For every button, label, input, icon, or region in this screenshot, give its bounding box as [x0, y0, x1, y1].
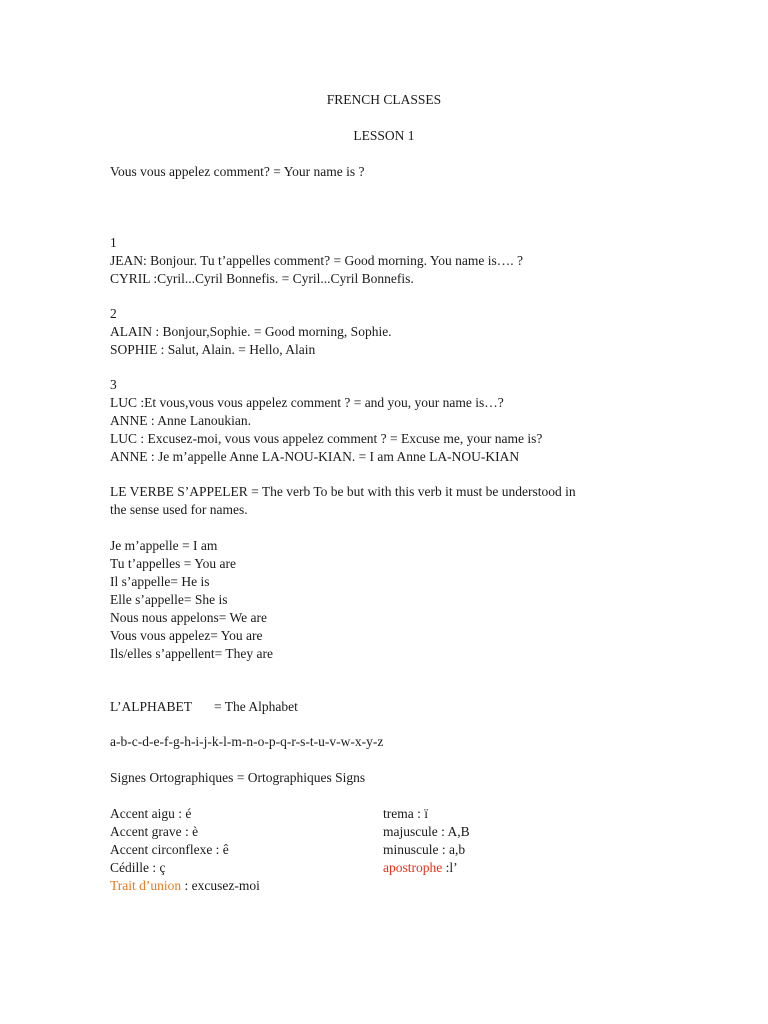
dialogue-line: CYRIL :Cyril...Cyril Bonnefis. = Cyril...Cyril Bonnefis.	[110, 271, 414, 286]
alphabet-heading-en: = The Alphabet	[214, 699, 298, 714]
conjugation-line: Tu t’appelles = You are	[110, 556, 236, 571]
dialogue-number: 3	[110, 377, 117, 392]
signs-heading: Signes Ortographiques = Ortographiques Signs	[110, 770, 366, 785]
sign-item-trait	[110, 878, 260, 894]
sign-item: Accent aigu : é	[110, 806, 192, 821]
verb-heading: LE VERBE S’APPELER = The verb To be but with this verb it must be understood in	[110, 484, 576, 499]
alphabet-heading-fr: L’ALPHABET	[110, 699, 193, 714]
dialogue-line: LUC :Et vous,vous vous appelez comment ? = and you, your name is…?	[110, 395, 504, 410]
sign-item: Accent circonflexe : ê	[110, 842, 229, 857]
intro-line: Vous vous appelez comment? = Your name is ?	[110, 164, 365, 179]
verb-heading-continued: the sense used for names.	[110, 502, 248, 517]
dialogue-number: 2	[110, 306, 117, 321]
dialogue-line: LUC : Excusez-moi, vous vous appelez comment ? = Excuse me, your name is?	[110, 431, 543, 446]
conjugation-line: Ils/elles s’appellent= They are	[110, 646, 273, 661]
trait-value: : excusez-moi	[181, 878, 260, 893]
document-title: FRENCH CLASSES	[326, 92, 442, 107]
sign-item-apostrophe	[383, 860, 458, 876]
dialogue-line: ANNE : Je m’appelle Anne LA-NOU-KIAN. = I am Anne LA-NOU-KIAN	[110, 449, 520, 464]
sign-item: Accent grave : è	[110, 824, 199, 839]
apostrophe-value: :l’	[442, 860, 458, 875]
lesson-heading: LESSON 1	[353, 128, 415, 143]
sign-item: trema : ï	[383, 806, 428, 821]
dialogue-line: ANNE : Anne Lanoukian.	[110, 413, 251, 428]
sign-item: majuscule : A,B	[383, 824, 470, 839]
conjugation-line: Il s’appelle= He is	[110, 574, 210, 589]
dialogue-line: SOPHIE : Salut, Alain. = Hello, Alain	[110, 342, 316, 357]
dialogue-line: ALAIN : Bonjour,Sophie. = Good morning, Sophie.	[110, 324, 392, 339]
sign-item: minuscule : a,b	[383, 842, 466, 857]
trait-label: Trait d’union	[110, 878, 182, 893]
conjugation-line: Nous nous appelons= We are	[110, 610, 267, 625]
apostrophe-label: apostrophe	[383, 860, 443, 875]
conjugation-line: Je m’appelle = I am	[110, 538, 218, 553]
conjugation-line: Vous vous appelez= You are	[110, 628, 263, 643]
dialogue-number: 1	[110, 235, 117, 250]
conjugation-line: Elle s’appelle= She is	[110, 592, 228, 607]
alphabet-letters: a-b-c-d-e-f-g-h-i-j-k-l-m-n-o-p-q-r-s-t-u-v-w-x-y-z	[110, 734, 384, 749]
dialogue-line: JEAN: Bonjour. Tu t’appelles comment? = Good morning. You name is…. ?	[110, 253, 523, 268]
alphabet-heading	[110, 699, 298, 715]
sign-item: Cédille : ç	[110, 860, 166, 875]
